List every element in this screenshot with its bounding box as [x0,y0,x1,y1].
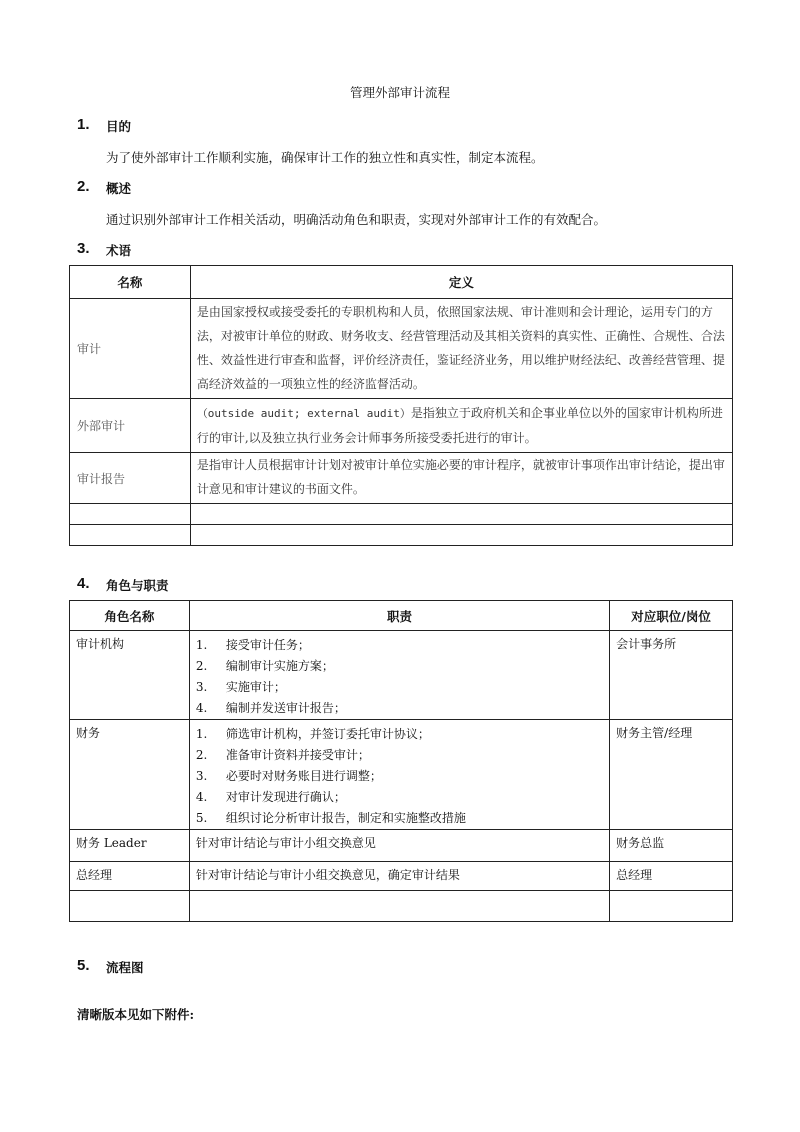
document-title: 管理外部审计流程 [349,85,450,100]
term-definition [190,504,732,525]
role-name: 审计机构 [70,631,190,720]
term-definition [190,525,732,546]
section-3-title: 术语 [106,243,132,258]
role-position: 财务主管/经理 [610,720,733,830]
list-item: 4. 对审计发现进行确认； [195,790,346,804]
section-1-number: 1. [77,116,90,133]
term-definition: 是指独立于政府机关和企事业单位以外的国家审计机构所进行的审计,以及独立执行业务会计师事务所接受委托进行的审计。 [196,406,723,445]
list-item: 2. 准备审计资料并接受审计； [195,748,370,762]
attachment-note: 清晰版本见如下附件: [77,1007,195,1022]
term-definition: 是指审计人员根据审计计划对被审计单位实施必要的审计程序，就被审计事项作出审计结论，提出审计意见和审计建议的书面文件。 [196,458,725,496]
roles-table [69,600,733,922]
term-name: 外部审计 [70,399,191,453]
term-name: 审计报告 [70,453,191,504]
section-2-number: 2. [77,178,90,195]
duties-list [190,631,609,719]
term-definition-english: （outside audit; external audit） [196,407,411,420]
role-position: 总经理 [610,862,733,891]
term-name [70,504,191,525]
section-5-number: 5. [77,957,90,974]
table-row [70,631,733,720]
table-row [70,891,733,922]
table-row [70,830,733,862]
list-item: 3. 实施审计； [195,680,286,694]
section-2-title: 概述 [106,181,132,196]
terms-header-definition: 定义 [190,266,732,299]
table-row [70,399,733,453]
section-1-title: 目的 [106,119,132,134]
role-name: 财务 Leader [70,830,190,862]
roles-header-position: 对应职位/岗位 [610,601,733,631]
list-item: 4. 编制并发送审计报告； [195,701,346,715]
table-row [70,720,733,830]
role-name: 总经理 [70,862,190,891]
section-1-text: 为了使外部审计工作顺利实施，确保审计工作的独立性和真实性，制定本流程。 [106,150,544,165]
terms-table [69,265,733,546]
list-item: 3. 必要时对财务账目进行调整； [195,769,382,783]
duties-list [190,720,609,829]
role-duty: 针对审计结论与审计小组交换意见，确定审计结果 [189,862,609,891]
section-2-text: 通过识别外部审计工作相关活动，明确活动角色和职责，实现对外部审计工作的有效配合。 [106,212,607,227]
list-item: 1. 筛选审计机构，并签订委托审计协议； [195,727,430,741]
section-4-title: 角色与职责 [106,578,169,593]
table-row [70,299,733,399]
role-position: 会计事务所 [610,631,733,720]
terms-header-name: 名称 [70,266,191,299]
section-3-number: 3. [77,240,90,257]
roles-header-role: 角色名称 [70,601,190,631]
table-row [70,453,733,504]
section-5-title: 流程图 [106,960,144,975]
roles-header-row [70,601,733,631]
role-position: 财务总监 [610,830,733,862]
term-name: 审计 [70,299,191,399]
table-row [70,504,733,525]
table-row [70,862,733,891]
term-name [70,525,191,546]
role-duty: 针对审计结论与审计小组交换意见 [189,830,609,862]
table-row [70,525,733,546]
term-definition: 是由国家授权或接受委托的专职机构和人员，依照国家法规、审计准则和会计理论，运用专门的方法，对被审计单位的财政、财务收支、经营管理活动及其相关资料的真实性、正确性、合规性、合法性、效益性进行审查和监督，评价经济责任，鉴证经济业务，用以维护财经法纪、改善经营管理、提高经济效益的一项独立性的经济监督活动。 [196,305,725,391]
list-item: 5. 组织讨论分析审计报告，制定和实施整改措施 [195,811,466,825]
role-name: 财务 [70,720,190,830]
list-item: 1. 接受审计任务； [195,638,310,652]
roles-header-duties: 职责 [189,601,609,631]
section-4-number: 4. [77,575,90,592]
terms-header-row [70,266,733,299]
list-item: 2. 编制审计实施方案； [195,659,334,673]
